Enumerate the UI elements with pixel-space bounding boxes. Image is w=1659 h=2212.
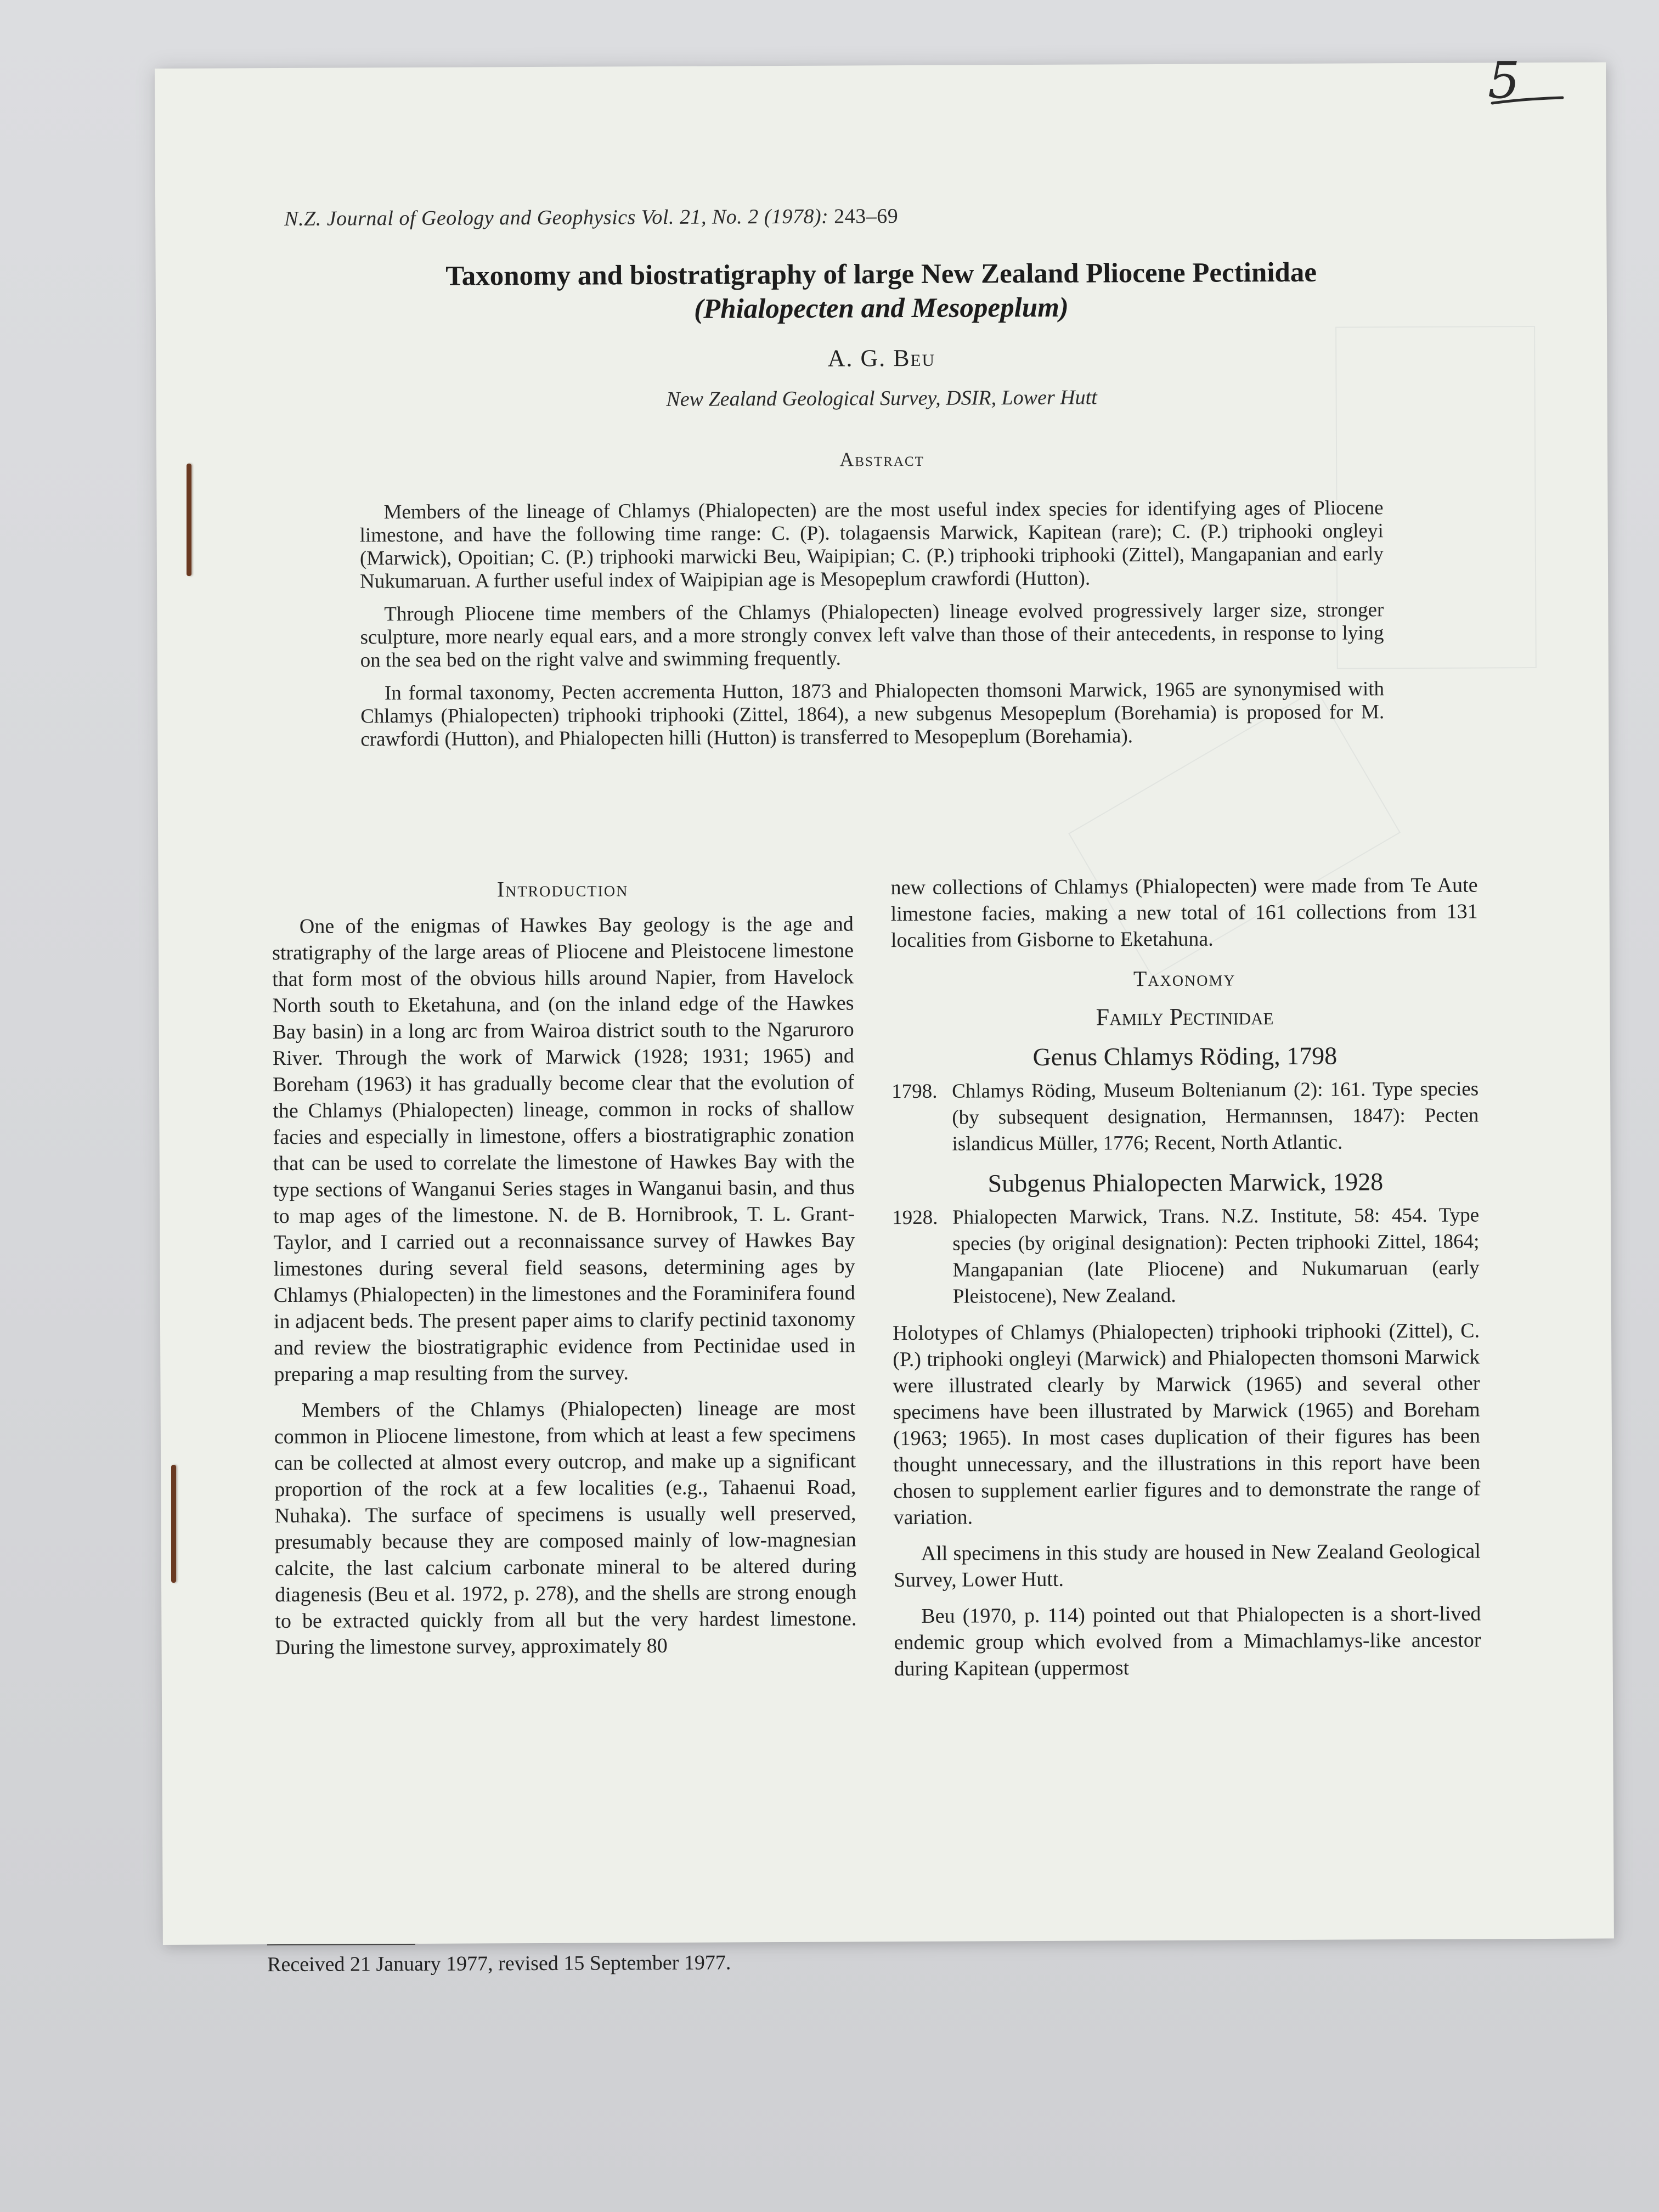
subgenus-heading: Subgenus Phialopecten Marwick, 1928 [988, 1167, 1384, 1198]
right-column [890, 872, 1481, 1692]
body-paragraph: All specimens in this study are housed in New Zealand Geological Survey, Lower Hutt. [893, 1539, 1481, 1592]
synonymy-year: 1928. [892, 1206, 938, 1229]
body-paragraph: Members of the Chlamys (Phialopecten) lineage are most common in Pliocene limestone, from which at least a few specimens can be collected at almost every outcrop, and make up a significant proportion of the rock at a few localities (e.g., Tahaenui Road, Nuhaka). The surface of specimens is usually well preserved, presumably because they are composed mainly of low-magnesian calcite, the last calcium carbonate mineral to be altered during diagenesis (Beu et al. 1972, p. 278), and the shells are strong enough to be extracted quickly from all but the very hardest limestone. During the limestone survey, approximately 80 [274, 1396, 857, 1660]
page-mark-text: 5 [1488, 55, 1520, 110]
author-name: A. G. Beu [827, 344, 936, 372]
paper-sheet [155, 62, 1614, 1977]
body-paragraph: One of the enigmas of Hawkes Bay geology is the age and stratigraphy of the large areas of Pliocene and Pleistocene limestone that form most of the obvious hills around Napier, from Havelock North south to Eketahuna, and (on the inland edge of the Hawkes Bay basin) in a long arc from Wairoa district south to the Ngaruroro River. Through the work of Marwick (1928; 1931; 1965) and Boreham (1963) it has gradually become clear that the evolution of the Chlamys (Phialopecten) lineage, common in rocks of shallow facies and especially in limestone, offers a biostratigraphic zonation that can be used to correlate the limestone of Hawkes Bay with the type sections of Wanganui Series stages in Wanganui basin, and thus to map ages of the limestone. N. de B. Hornibrook, T. L. Grant-Taylor, and I carried out a reconnaissance survey of Hawkes Bay limestones during several field seasons, determining ages by Chlamys (Phialopecten) in the limestones and the Foraminifera found in adjacent beds. The present paper aims to clarify pectinid taxonomy and review the biostratigraphic evidence from Pectinidae used in preparing a map resulting from the survey. [272, 912, 856, 1386]
body-paragraph: new collections of Chlamys (Phialopecten) were made from Te Aute limestone facies, making a new total of 161 collections from 131 localities from Gisborne to Eketahuna. [890, 873, 1478, 952]
synonymy-text: Chlamys Röding, Museum Boltenianum (2): 161. Type species (by subsequent designation, Hermannsen, 1847): Pecten islandicus Müller, 1776; Recent, North Atlantic. [952, 1077, 1479, 1155]
title-block [156, 254, 1608, 474]
body-paragraph: Holotypes of Chlamys (Phialopecten) triphooki triphooki (Zittel), C. (P.) triphooki ongleyi (Marwick) and Phialopecten thomsoni Marwick were illustrated clearly by Marwick (1965) and several other specimens have been illustrated by Marwick (1965) and Boreham (1963; 1965). In most cases duplication of their figures has been thought unnecessary, and the illustrations in this report have been chosen to supplement earlier figures and to demonstrate the range of variation. [892, 1319, 1481, 1530]
synonymy-text: Phialopecten Marwick, Trans. N.Z. Institute, 58: 454. Type species (by original designation): Pecten triphooki Zittel, 1864; Mangapanian (late Pliocene) and Nukumaruan (early Pleistocene), New Zealand. [952, 1204, 1480, 1308]
synonymy-year: 1798. [891, 1080, 938, 1103]
taxonomy-heading: Taxonomy [1133, 966, 1236, 991]
subgenus-synonymy [892, 1202, 1480, 1310]
footnote-rule [267, 1944, 415, 1945]
abstract-paragraph: In formal taxonomy, Pecten accrementa Hutton, 1873 and Phialopecten thomsoni Marwick, 1965 are synonymised with Chlamys (Phialopecten) triphooki triphooki (Zittel, 1864), a new subgenus Mesopeplum (Borehamia) is proposed for M. crawfordi (Hutton), and Phialopecten hilli (Hutton) is transferred to Mesopeplum (Borehamia). [360, 678, 1385, 751]
paper-title-line-1: Taxonomy and biostratigraphy of large New Zealand Pliocene Pectinidae [445, 257, 1317, 292]
journal-pages: 243–69 [834, 205, 899, 228]
left-column [272, 874, 856, 1671]
journal-citation-text: N.Z. Journal of Geology and Geophysics Vol. 21, No. 2 (1978): [284, 205, 829, 230]
handwritten-page-mark [1481, 55, 1569, 123]
handwritten-five-icon [1481, 55, 1569, 121]
abstract-paragraph: Through Pliocene time members of the Chlamys (Phialopecten) lineage evolved progressively larger size, stronger sculpture, more nearly equal ears, and a more strongly convex left valve than those of their antecedents, in response to lying on the sea bed on the right valve and swimming frequently. [360, 599, 1384, 672]
genus-synonymy [891, 1076, 1479, 1158]
abstract [359, 496, 1384, 761]
introduction-heading: Introduction [496, 876, 629, 902]
staple-bottom [171, 1465, 176, 1583]
family-heading: Family Pectinidae [1096, 1003, 1274, 1031]
genus-heading: Genus Chlamys Röding, 1798 [1032, 1041, 1338, 1071]
author-affiliation: New Zealand Geological Survey, DSIR, Lower Hutt [666, 386, 1097, 411]
paper-title-line-2: (Phialopecten and Mesopeplum) [693, 292, 1069, 325]
staple-top [187, 464, 191, 576]
abstract-heading: Abstract [839, 448, 924, 471]
body-paragraph: Beu (1970, p. 114) pointed out that Phialopecten is a short-lived endemic group which evolved from a Mimachlamys-like ancestor during Kapitean (uppermost [894, 1602, 1481, 1681]
journal-citation [284, 202, 1436, 231]
received-footnote: Received 21 January 1977, revised 15 September 1977. [267, 1951, 731, 1977]
abstract-paragraph: Members of the lineage of Chlamys (Phialopecten) are the most useful index species for identifying ages of Pliocene limestone, and have the following time range: C. (P). tolagaensis Marwick, Kapitean (rare); C. (P.) triphooki ongleyi (Marwick), Opoitian; C. (P.) triphooki marwicki Beu, Waipipian; C. (P.) triphooki triphooki (Zittel), Mangapanian and early Nukumaruan. A further useful index of Waipipian age is Mesopeplum crawfordi (Hutton). [359, 496, 1384, 593]
